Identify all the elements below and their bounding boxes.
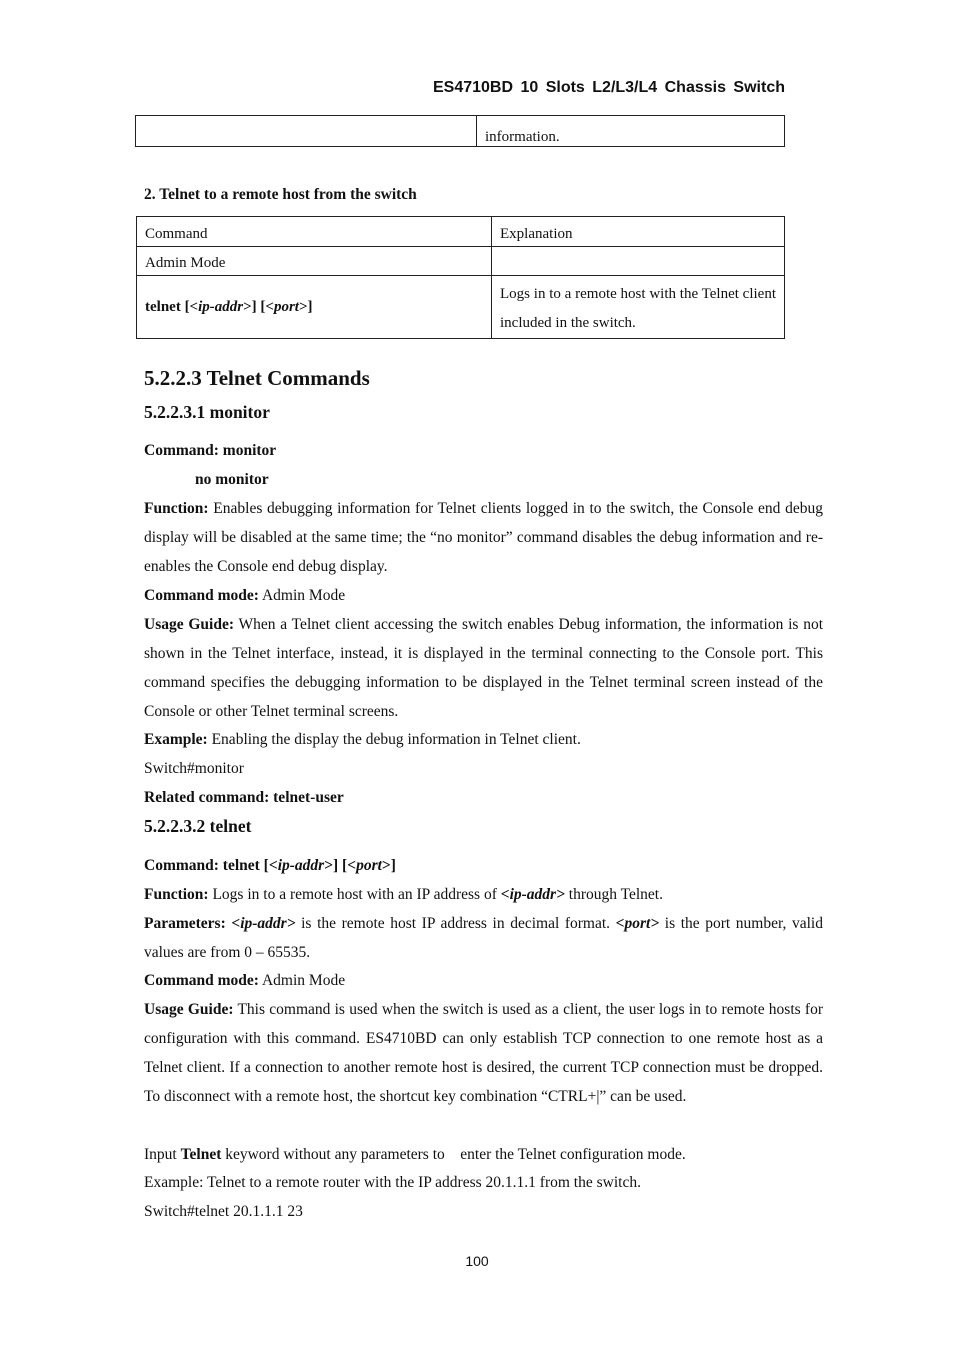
- table-row: [137, 217, 785, 247]
- table-header-cell: Explanation: [492, 217, 785, 247]
- example-paragraph: Example: Telnet to a remote router with the IP address 20.1.1.1 from the switch.: [144, 1174, 641, 1191]
- table-cell: Logs in to a remote host with the Telnet client included in the switch.: [492, 276, 785, 339]
- usage-paragraph: Usage Guide: When a Telnet client accessing the switch enables Debug information, the information is not shown in the Telnet interface, instead, it is displayed in the terminal connecting to the Console port. This command specifies the debugging information to be displayed in the Telnet terminal screen instead of the Console or other Telnet terminal screens.: [144, 616, 824, 720]
- table-cell: [492, 247, 785, 276]
- table-row: [137, 276, 785, 339]
- telnet-command-table: [136, 216, 785, 339]
- related-command: Related command: telnet-user: [144, 789, 344, 806]
- section-title: 2. Telnet to a remote host from the switch: [144, 186, 417, 203]
- page-number: 100: [465, 1253, 489, 1269]
- subsection-heading-telnet: 5.2.2.3.2 telnet: [144, 816, 252, 836]
- example-paragraph: Example: Enabling the display the debug information in Telnet client.: [144, 731, 581, 748]
- subsection-heading-monitor: 5.2.2.3.1 monitor: [144, 402, 270, 422]
- document-header: ES4710BD 10 Slots L2/L3/L4 Chassis Switch: [432, 79, 785, 96]
- parameters-paragraph: Parameters: <ip-addr> is the remote host IP address in decimal format. <port> is the port number, valid values are from 0 – 65535.: [144, 915, 823, 961]
- table-header-cell: Command: [137, 217, 492, 247]
- function-paragraph: Function: Enables debugging information for Telnet clients logged in to the switch, the Console end debug display will be disabled at the same time; the “no monitor” command disables the debug information and re-enables the Console end debug display.: [144, 500, 823, 575]
- mode-paragraph: Command mode: Admin Mode: [144, 587, 346, 604]
- table-continuation: [135, 115, 785, 147]
- example-command: Switch#monitor: [144, 760, 244, 777]
- table-cell: [136, 116, 477, 147]
- table-row: [137, 247, 785, 276]
- section-heading: 5.2.2.3 Telnet Commands: [144, 366, 370, 390]
- table-cell: Admin Mode: [137, 247, 492, 276]
- table-cell-command: telnet [<ip-addr>] [<port>]: [137, 276, 492, 339]
- table-row: [136, 116, 785, 147]
- example-command: Switch#telnet 20.1.1.1 23: [144, 1203, 303, 1220]
- usage-paragraph: Usage Guide: This command is used when the switch is used as a client, the user logs in to remote hosts for configuration with this command. ES4710BD can only establish TCP connection to one remote host as a Telnet client. If a connection to another remote host is desired, the current TCP connection must be dropped. To disconnect with a remote host, the shortcut key combination “CTRL+|” can be used.: [144, 1001, 823, 1105]
- command-no: no monitor: [195, 471, 269, 488]
- command-label: Command: monitor: [144, 442, 277, 459]
- table-cell: information.: [477, 116, 785, 147]
- function-paragraph: Function: Logs in to a remote host with an IP address of <ip-addr> through Telnet.: [144, 886, 663, 903]
- command-label: Command: telnet [<ip-addr>] [<port>]: [144, 857, 396, 874]
- mode-paragraph: Command mode: Admin Mode: [144, 972, 346, 989]
- input-paragraph: Input Telnet keyword without any parameters to enter the Telnet configuration mode.: [144, 1146, 686, 1163]
